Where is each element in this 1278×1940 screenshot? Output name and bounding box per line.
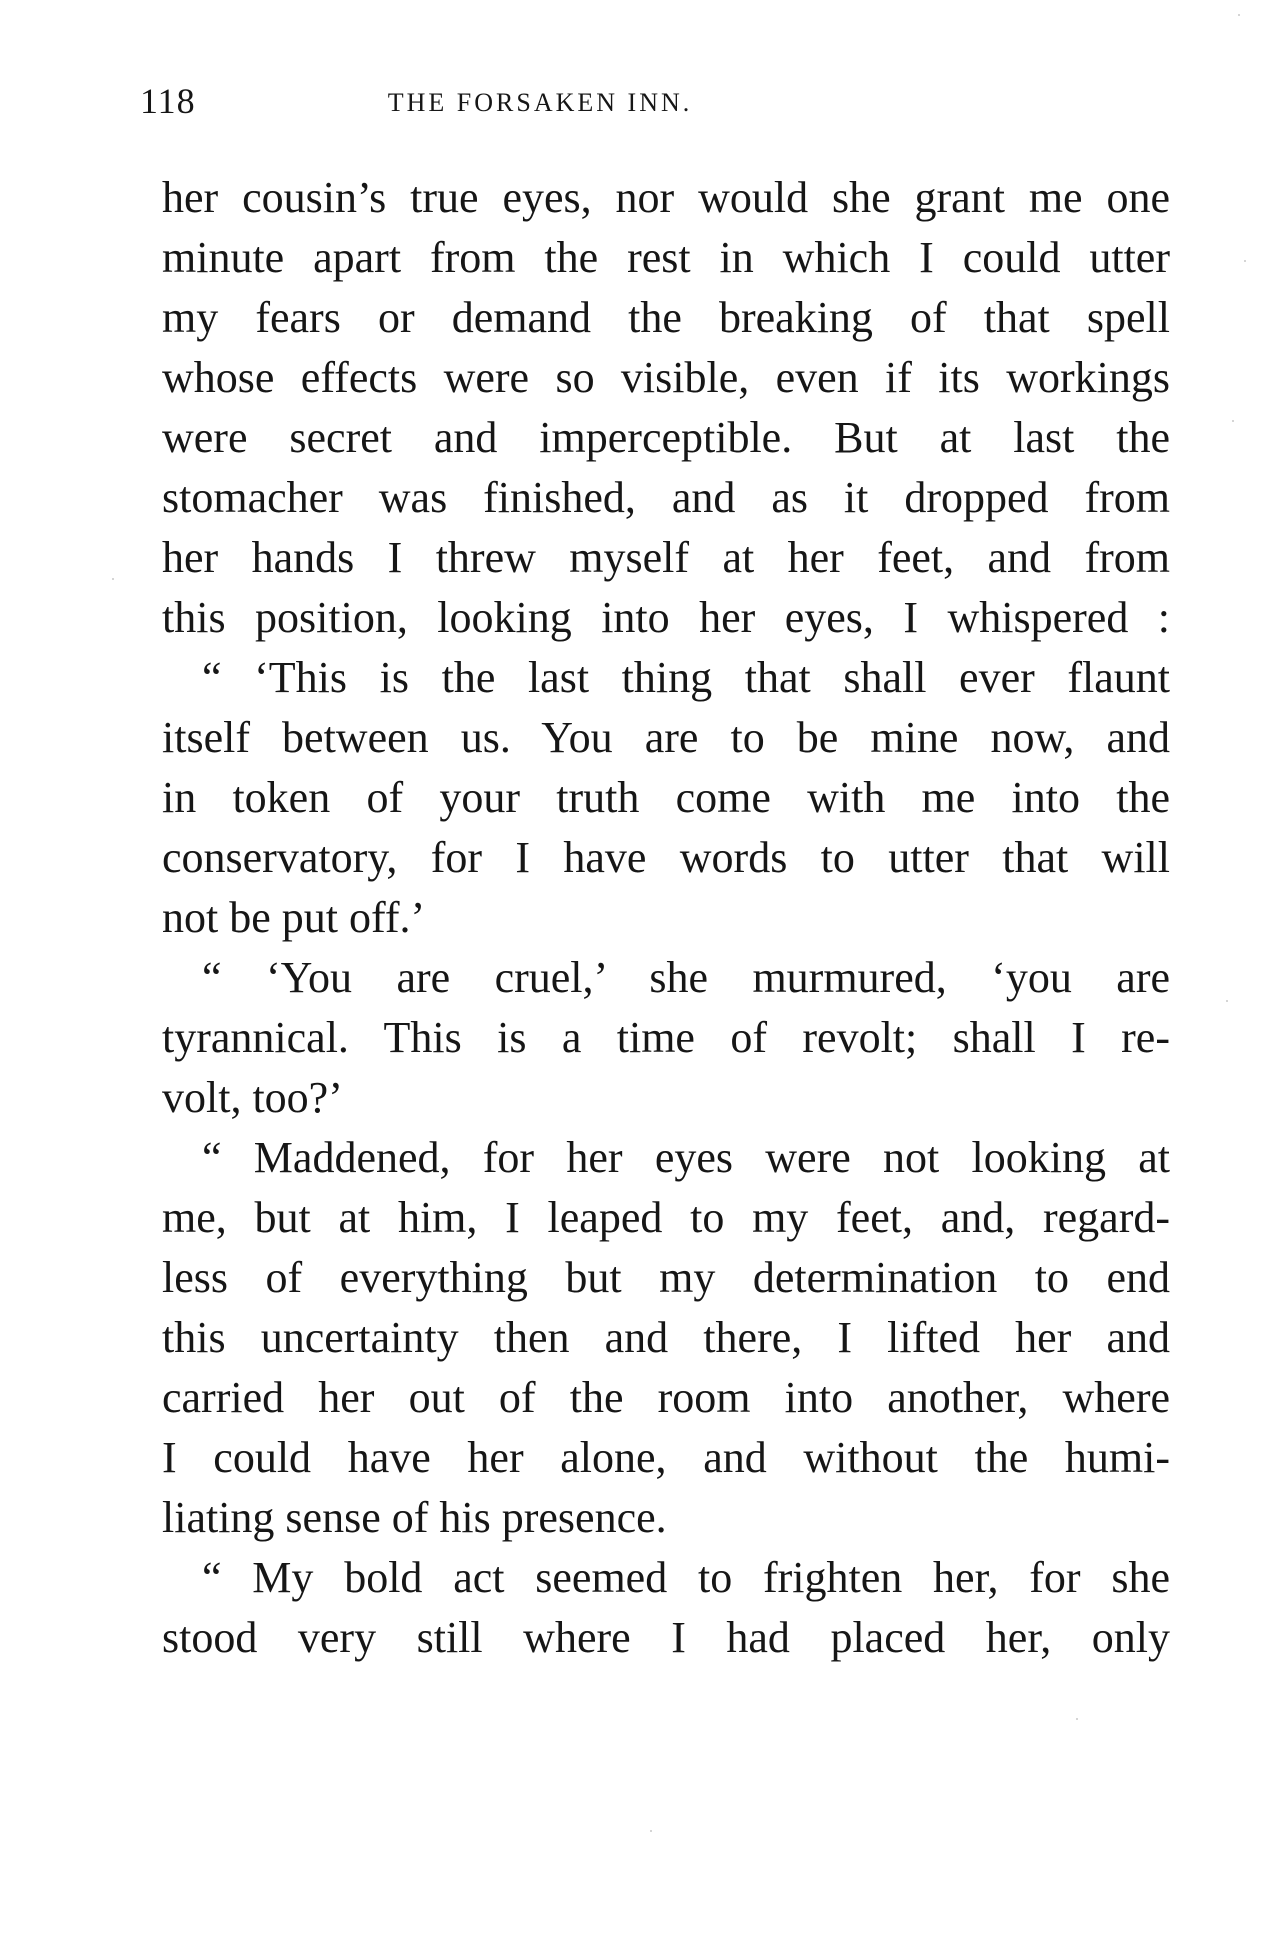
text-line: her cousin’s true eyes, nor would she grant me one <box>162 173 1170 222</box>
print-speck <box>1226 1000 1228 1002</box>
print-speck <box>112 578 114 580</box>
text-line: minute apart from the rest in which I could utter <box>162 233 1170 282</box>
text-line: were secret and imperceptible. But at last the <box>162 413 1170 462</box>
body-text <box>162 168 1170 1668</box>
text-line: “ ‘This is the last thing that shall ever flaunt <box>202 653 1170 702</box>
print-speck <box>1076 1718 1078 1720</box>
print-speck <box>1232 420 1234 422</box>
text-line: liating sense of his presence. <box>162 1493 667 1542</box>
text-line: this position, looking into her eyes, I whispered : <box>162 593 1170 642</box>
text-line: carried her out of the room into another, where <box>162 1373 1170 1422</box>
text-line: not be put off.’ <box>162 893 426 942</box>
print-speck <box>650 1830 652 1832</box>
text-line: “ ‘You are cruel,’ she murmured, ‘you are <box>202 953 1170 1002</box>
text-line: this uncertainty then and there, I lifted her and <box>162 1313 1170 1362</box>
running-title: THE FORSAKEN INN. <box>387 88 693 117</box>
text-line: my fears or demand the breaking of that spell <box>162 293 1170 342</box>
text-line: me, but at him, I leaped to my feet, and, regard- <box>162 1193 1170 1242</box>
text-line: her hands I threw myself at her feet, and from <box>162 533 1170 582</box>
text-line: stomacher was finished, and as it dropped from <box>162 473 1170 522</box>
text-line: stood very still where I had placed her, only <box>162 1613 1170 1662</box>
text-line: “ Maddened, for her eyes were not looking at <box>202 1133 1170 1182</box>
text-line: tyrannical. This is a time of revolt; shall I re- <box>162 1013 1170 1062</box>
text-line: itself between us. You are to be mine now, and <box>162 713 1170 762</box>
print-speck <box>1244 260 1246 262</box>
text-line: volt, too?’ <box>162 1073 343 1122</box>
text-line: I could have her alone, and without the humi- <box>162 1433 1170 1482</box>
print-speck <box>1238 14 1240 16</box>
text-line: less of everything but my determination to end <box>162 1253 1170 1302</box>
text-line: whose effects were so visible, even if its workings <box>162 353 1170 402</box>
text-line: conservatory, for I have words to utter that will <box>162 833 1170 882</box>
page-header <box>140 80 880 130</box>
page-number: 118 <box>140 81 196 121</box>
text-line: in token of your truth come with me into the <box>162 773 1170 822</box>
text-line: “ My bold act seemed to frighten her, for she <box>202 1553 1170 1602</box>
